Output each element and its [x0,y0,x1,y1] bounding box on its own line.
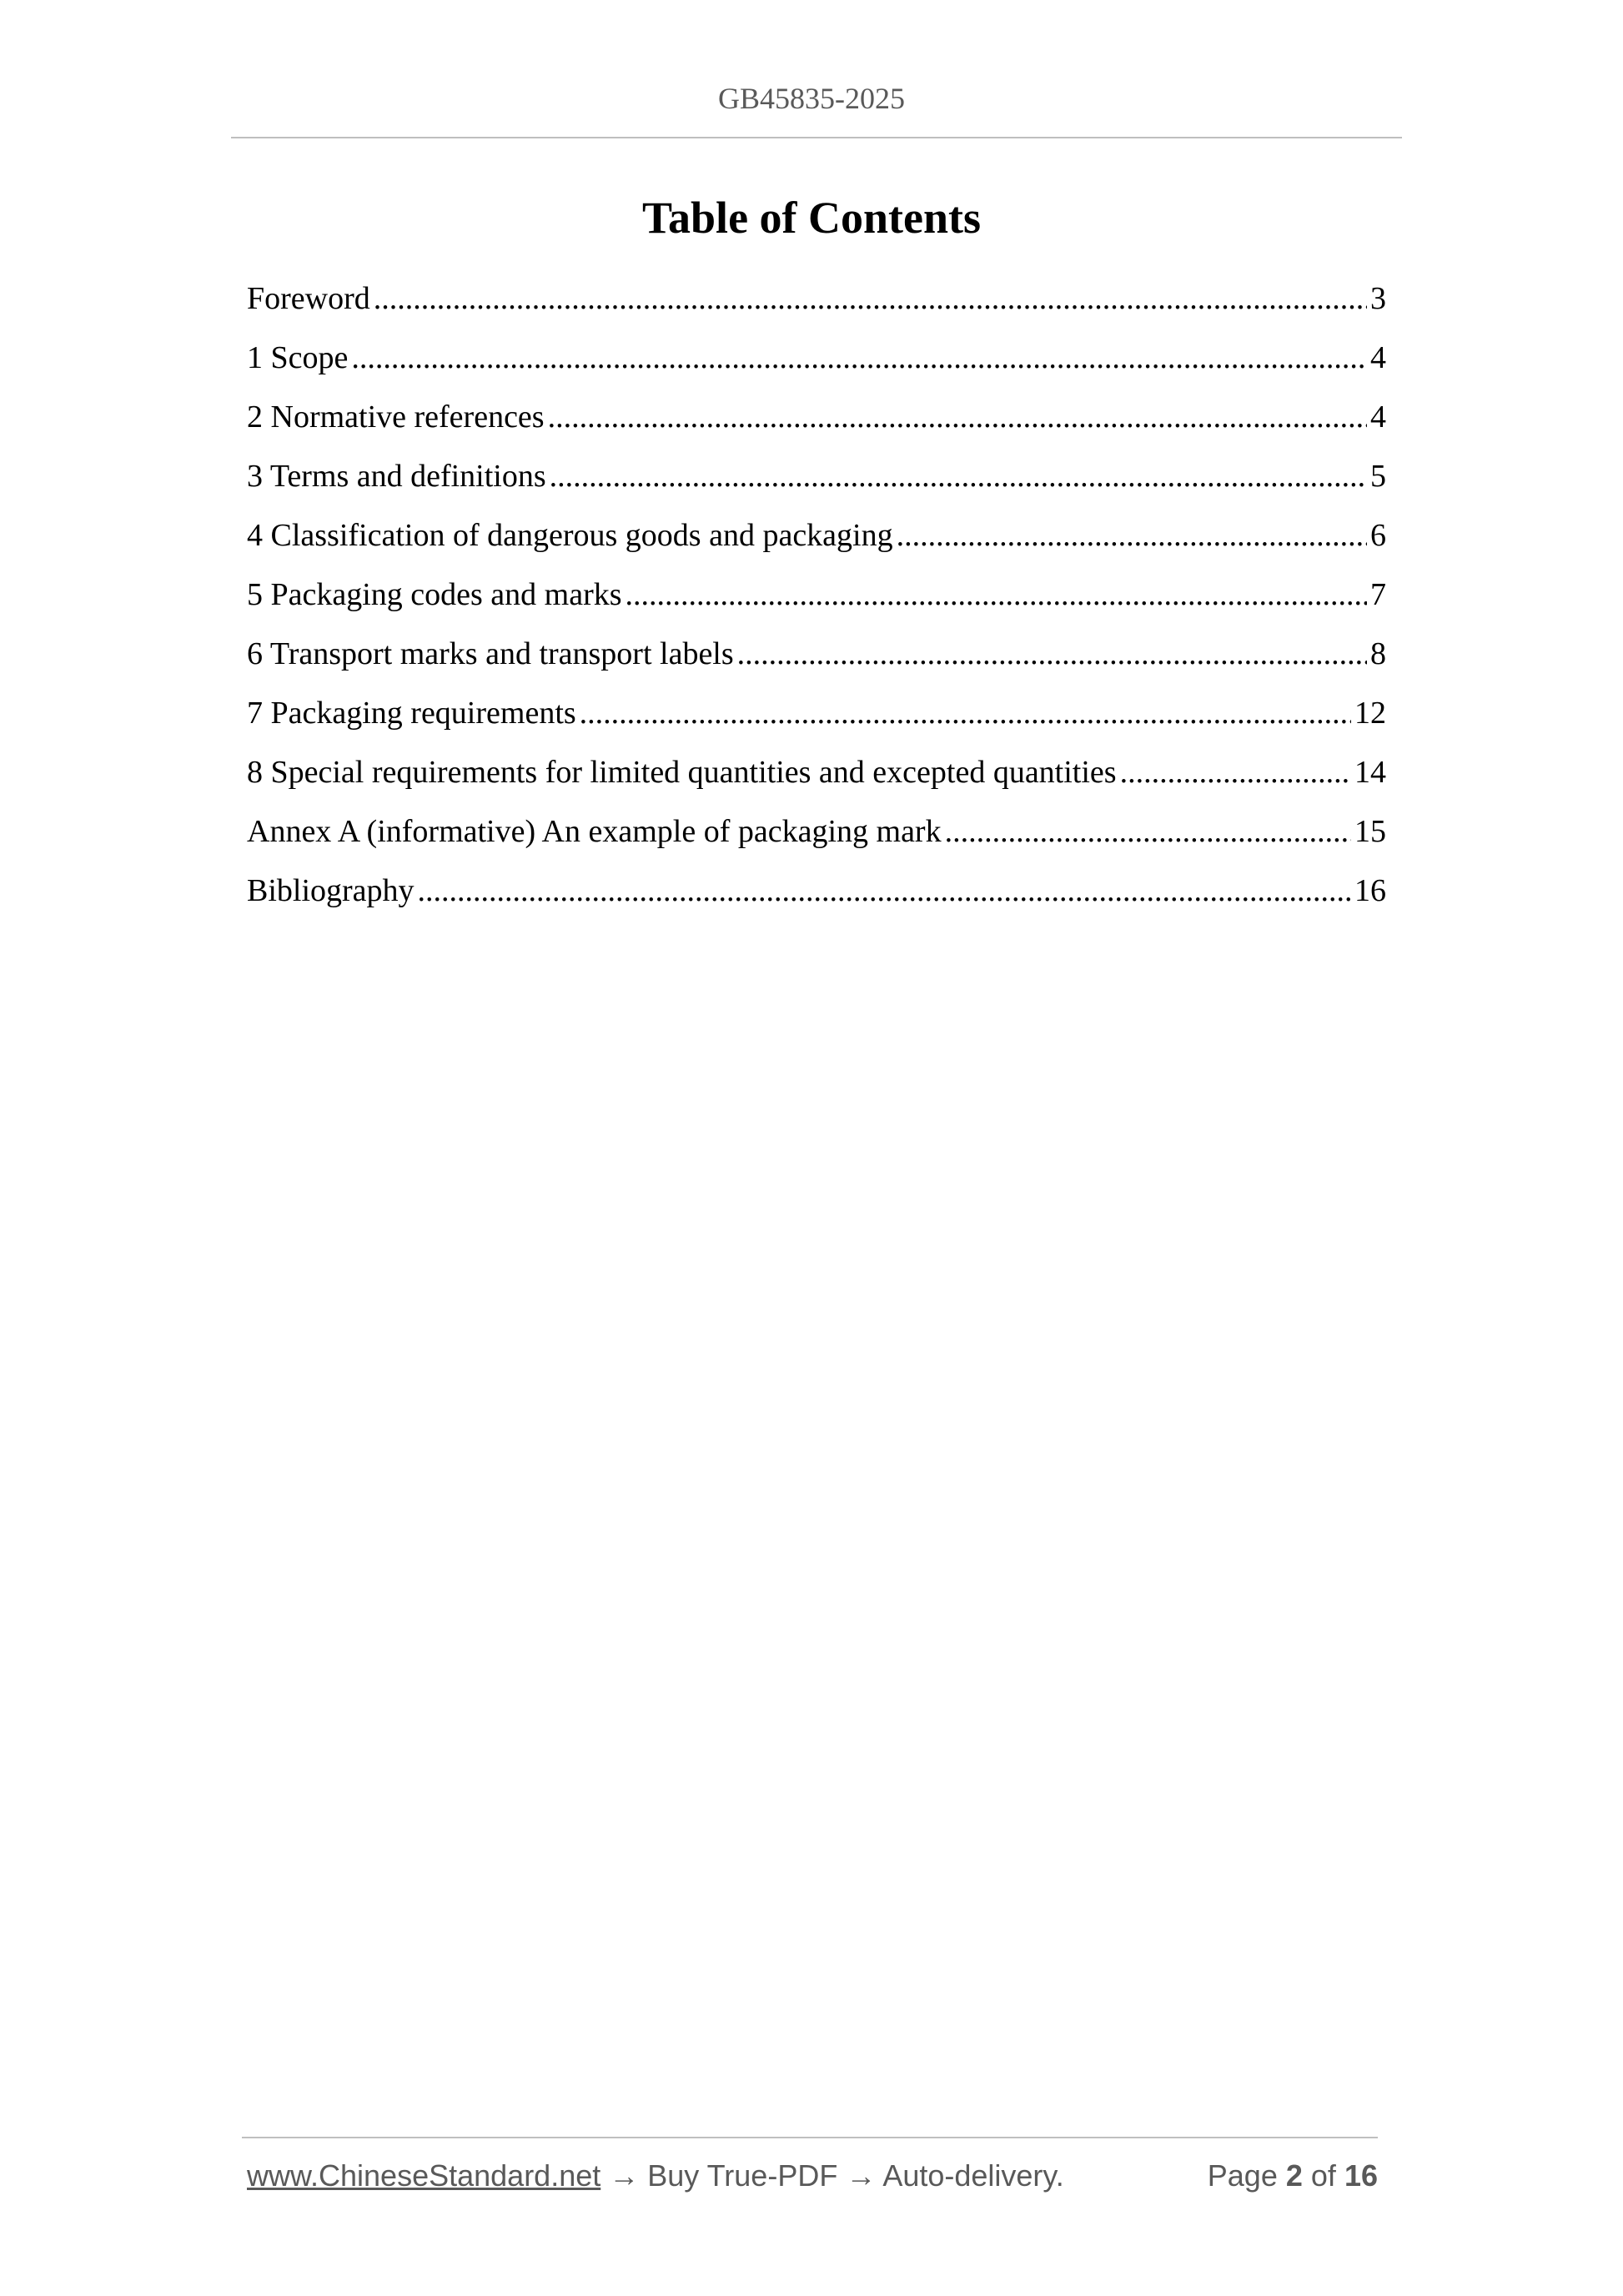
toc-entry-page: 4 [1370,340,1386,375]
footer-divider [242,2137,1378,2138]
toc-entry-page: 8 [1370,636,1386,671]
toc-entry-page: 5 [1370,459,1386,494]
toc-dot-leader [418,867,1351,914]
toc-dot-leader [580,690,1351,736]
toc-entry-normative-references[interactable] [247,394,1386,453]
toc-dot-leader [550,453,1367,500]
toc-dot-leader [374,275,1367,322]
toc-entry-page: 3 [1370,281,1386,316]
toc-entry-page: 6 [1370,518,1386,553]
footer-promo-text: → Buy True-PDF → Auto-delivery. [600,2158,1064,2193]
toc-entry-page: 7 [1370,577,1386,612]
page-footer [247,2155,1378,2197]
toc-entry-transport-marks[interactable] [247,631,1386,690]
toc-entry-label: 7 Packaging requirements [247,696,576,731]
toc-entry-page: 12 [1354,696,1386,731]
toc-dot-leader [626,571,1367,618]
toc-entry-page: 4 [1370,399,1386,435]
toc-entry-bibliography[interactable] [247,867,1386,927]
toc-list [247,275,1386,927]
of-word: of [1310,2158,1336,2193]
toc-entry-label: Annex A (informative) An example of packaging mark [247,814,942,849]
toc-entry-page: 14 [1354,755,1386,790]
toc-entry-packaging-requirements[interactable] [247,690,1386,749]
toc-entry-label: 2 Normative references [247,399,545,435]
toc-entry-terms-and-definitions[interactable] [247,453,1386,512]
toc-entry-label: Bibliography [247,873,415,908]
toc-entry-page: 16 [1354,873,1386,908]
header-divider [231,137,1402,138]
toc-dot-leader [945,808,1351,855]
toc-entry-label: 6 Transport marks and transport labels [247,636,734,671]
toc-title: Table of Contents [641,193,982,243]
toc-entry-page: 15 [1354,814,1386,849]
toc-entry-scope[interactable] [247,334,1386,394]
document-code: GB45835-2025 [718,82,905,115]
page-word: Page [1207,2158,1278,2193]
toc-entry-classification[interactable] [247,512,1386,571]
toc-dot-leader [897,512,1367,559]
page-number [1208,2155,1378,2197]
toc-entry-packaging-codes[interactable] [247,571,1386,631]
total-pages-number: 16 [1344,2158,1378,2193]
toc-entry-label: 4 Classification of dangerous goods and packaging [247,518,893,553]
toc-dot-leader [1120,749,1351,796]
toc-dot-leader [737,631,1367,677]
footer-promo [247,2155,1064,2197]
website-link[interactable]: www.ChineseStandard.net [247,2158,601,2193]
toc-dot-leader [351,334,1367,381]
toc-entry-special-requirements[interactable] [247,749,1386,808]
toc-entry-label: 1 Scope [247,340,349,375]
current-page-number: 2 [1285,2158,1303,2193]
toc-entry-label: 8 Special requirements for limited quantities and excepted quantities [247,755,1117,790]
toc-entry-annex-a[interactable] [247,808,1386,867]
toc-entry-label: 3 Terms and definitions [247,459,546,494]
toc-entry-label: Foreword [247,281,370,316]
toc-entry-foreword[interactable] [247,275,1386,334]
toc-entry-label: 5 Packaging codes and marks [247,577,622,612]
toc-dot-leader [548,394,1367,440]
